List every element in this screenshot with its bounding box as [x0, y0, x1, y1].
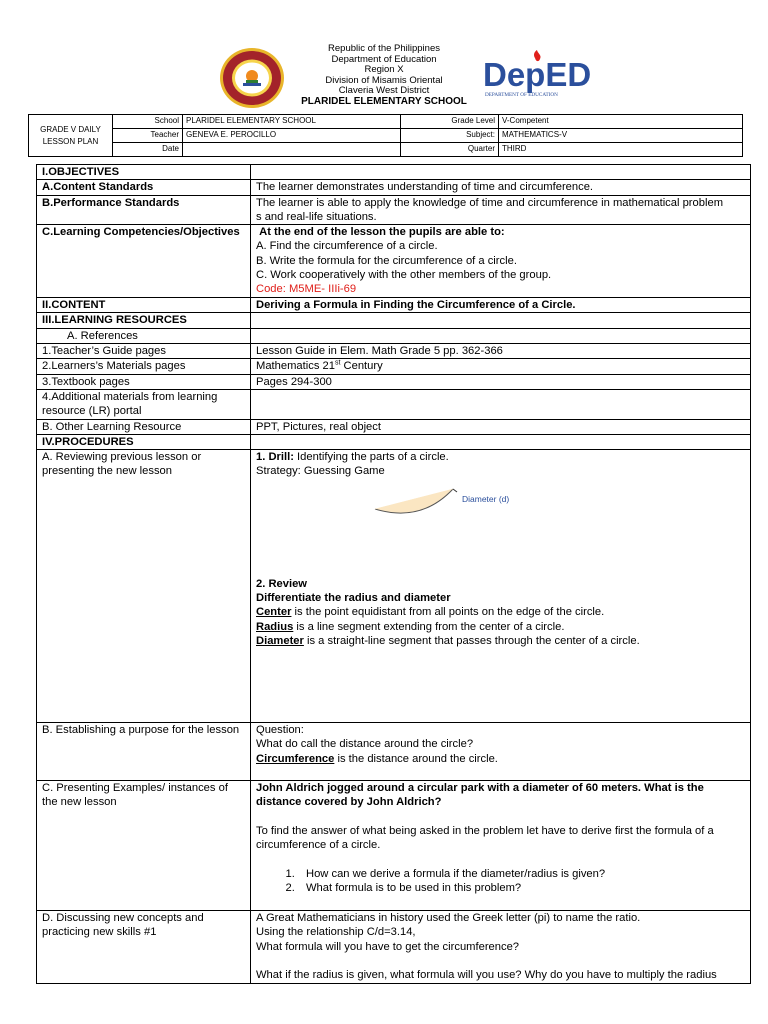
term-circumference: Circumference — [256, 752, 335, 765]
grade-level-label: Grade Level — [401, 115, 499, 129]
grade-level-value: V-Competent — [499, 115, 743, 129]
content-value: Deriving a Formula in Finding the Circumference of a Circle. — [251, 298, 751, 313]
competencies-value: At the end of the lesson the pupils are able to: A. Find the circumference of a circle. B. Write the formula for the circumference of a circle. C. Work cooperatively with the other members of the group. Code: M5ME- IIIi-69 — [251, 225, 751, 298]
term-diameter: Diameter — [256, 634, 304, 647]
learners-materials-value: Mathematics 21st Century — [251, 359, 751, 374]
subject-value: MATHEMATICS-V — [499, 129, 743, 143]
performance-standards-value: The learner is able to apply the knowledge of time and circumference in mathematical problem s and real-life situations. — [251, 195, 751, 225]
deped-logo-subtitle: DEPARTMENT OF EDUCATION — [485, 92, 558, 98]
learners-materials-label: 2.Learners’s Materials pages — [37, 359, 251, 374]
procedure-d-label: D. Discussing new concepts and practicing new skills #1 — [37, 911, 251, 984]
diameter-image-label: Diameter (d) — [462, 493, 510, 504]
question-item: 2. What formula is to be used in this problem? — [298, 881, 745, 895]
date-label: Date — [113, 143, 183, 157]
procedure-d-content: A Great Mathematicians in history used the Greek letter (pi) to name the ratio. Using the relationship C/d=3.14, What formula will you have to get the circumference? What if the radius is given, what formula will you use? Why do you have to multiply the radius — [251, 911, 751, 984]
procedure-a-label: A. Reviewing previous lesson or presenting the new lesson — [37, 450, 251, 723]
arc-shape — [371, 487, 531, 519]
procedure-c-content: John Aldrich jogged around a circular park with a diameter of 60 meters. What is the distance covered by John Aldrich? To find the answer of what being asked in the problem let have to derive first the formula of a circumference of a circle. 1. How can we derive a formula if the diameter/radius is given? 2. What formula is to be used in this problem? — [251, 781, 751, 911]
performance-standards-label: B.Performance Standards — [37, 195, 251, 225]
objectives-heading: I.OBJECTIVES — [37, 165, 251, 180]
teacher-label: Teacher — [113, 129, 183, 143]
content-heading: II.CONTENT — [37, 298, 251, 313]
content-standards-value: The learner demonstrates understanding of time and circumference. — [251, 180, 751, 195]
school-label: School — [113, 115, 183, 129]
quarter-label: Quarter — [401, 143, 499, 157]
lesson-info-table — [28, 114, 743, 157]
school-seal-logo — [219, 47, 285, 109]
header-line: Division of Misamis Oriental — [325, 74, 443, 86]
competency-code: Code: M5ME- IIIi-69 — [256, 283, 357, 296]
grade-cell: GRADE V DAILY LESSON PLAN — [29, 115, 113, 157]
other-resource-value: PPT, Pictures, real object — [251, 419, 751, 434]
procedure-b-label: B. Establishing a purpose for the lesson — [37, 723, 251, 781]
header-line: Claveria West District — [338, 85, 430, 96]
term-radius: Radius — [256, 620, 294, 633]
competencies-label: C.Learning Competencies/Objectives — [37, 225, 251, 298]
procedures-heading: IV.PROCEDURES — [37, 434, 251, 449]
teachers-guide-value: Lesson Guide in Elem. Math Grade 5 pp. 362-366 — [251, 344, 751, 359]
header-line: Region X — [364, 64, 404, 75]
references-label: A. References — [37, 328, 251, 343]
learning-resources-heading: III.LEARNING RESOURCES — [37, 313, 251, 328]
other-resource-label: B. Other Learning Resource — [37, 419, 251, 434]
question-item: 1. How can we derive a formula if the diameter/radius is given? — [298, 867, 745, 881]
content-standards-label: A.Content Standards — [37, 180, 251, 195]
date-value — [183, 143, 401, 157]
quarter-value: THIRD — [499, 143, 743, 157]
procedure-a-content: 1. Drill: Identifying the parts of a circle. Strategy: Guessing Game Diameter (d) 2. Review Differentiate the radius and diameter Center is the point equidistant from all points on the edge of the circle. Radius is a line segment extending from the center of a circle. Diameter is a straight-line segment that passes through the center of a circle. — [251, 450, 751, 723]
additional-materials-label: 4.Additional materials from learning resource (LR) portal — [37, 389, 251, 419]
procedure-c-label: C. Presenting Examples/ instances of the new lesson — [37, 781, 251, 911]
subject-label: Subject: — [401, 129, 499, 143]
header-line: Republic of the Philippines — [328, 43, 440, 54]
lesson-plan-table — [36, 164, 751, 984]
deped-logo-text: DepED — [483, 56, 592, 93]
textbook-value: Pages 294-300 — [251, 374, 751, 389]
textbook-label: 3.Textbook pages — [37, 374, 251, 389]
circle-parts-image — [256, 479, 745, 577]
header-line: Department of Education — [331, 53, 437, 65]
teachers-guide-label: 1.Teacher’s Guide pages — [37, 344, 251, 359]
teacher-value: GENEVA E. PEROCILLO — [183, 129, 401, 143]
school-value: PLARIDEL ELEMENTARY SCHOOL — [183, 115, 401, 129]
header-school-name: PLARIDEL ELEMENTARY SCHOOL — [301, 95, 467, 107]
term-center: Center — [256, 606, 292, 619]
deped-logo — [482, 50, 594, 100]
procedure-b-content: Question: What do call the distance around the circle? Circumference is the distance around the circle. — [251, 723, 751, 781]
document-header — [300, 44, 468, 107]
